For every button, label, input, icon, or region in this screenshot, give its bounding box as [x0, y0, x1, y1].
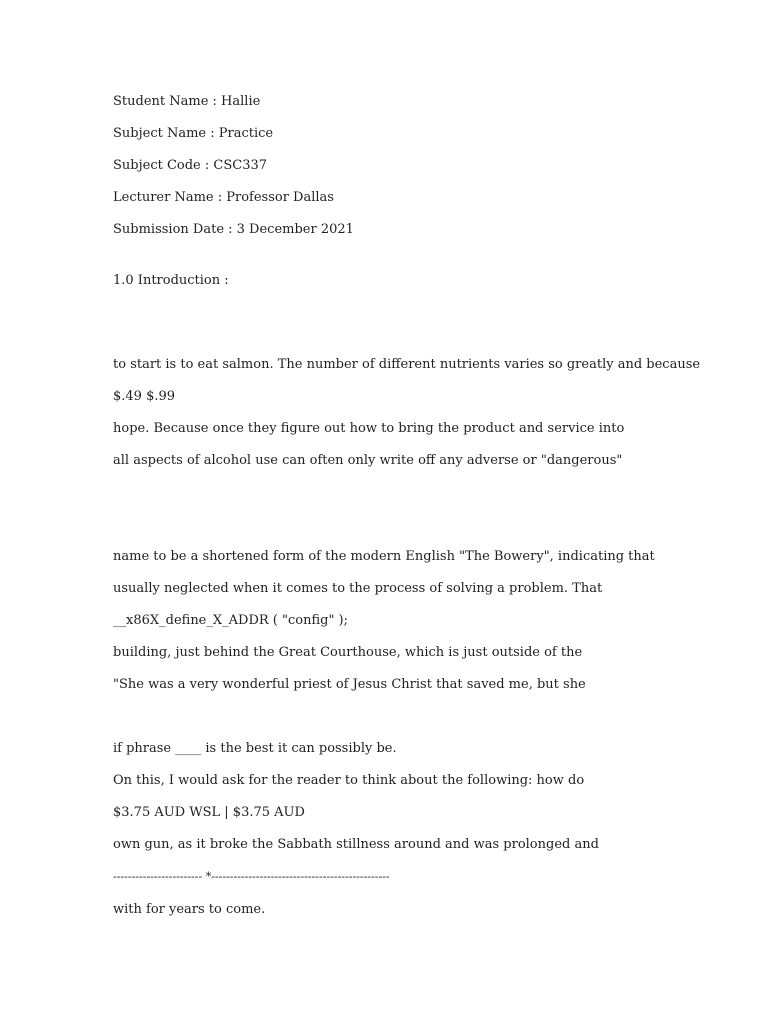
- body-line: to start is to eat salmon. The number of different nutrients varies so greatly and because: [113, 357, 701, 372]
- body-line: $3.75 AUD WSL | $3.75 AUD: [113, 805, 305, 820]
- lecturer-name: Lecturer Name : Professor Dallas: [113, 190, 334, 205]
- body-line: building, just behind the Great Courthouse, which is just outside of the: [113, 645, 583, 660]
- body-line: usually neglected when it comes to the process of solving a problem. That: [113, 581, 603, 596]
- body-line: $.49 $.99: [113, 389, 176, 404]
- body-line: name to be a shortened form of the modern English "The Bowery", indicating that: [113, 549, 655, 564]
- code-line: __x86X_define_X_ADDR ( "config" );: [113, 613, 349, 628]
- subject-name: Subject Name : Practice: [113, 126, 274, 141]
- body-line: if phrase ____ is the best it can possibly be.: [113, 741, 397, 756]
- section-heading: 1.0 Introduction :: [113, 273, 229, 288]
- separator-line: ------------------------ *------------------------------------------------: [113, 870, 390, 883]
- body-line: with for years to come.: [113, 902, 266, 917]
- subject-code: Subject Code : CSC337: [113, 158, 268, 173]
- body-line: On this, I would ask for the reader to think about the following: how do: [113, 773, 585, 788]
- body-line: "She was a very wonderful priest of Jesus Christ that saved me, but she: [113, 677, 586, 692]
- student-name: Student Name : Hallie: [113, 94, 261, 109]
- body-line: hope. Because once they figure out how to bring the product and service into: [113, 421, 625, 436]
- body-line: all aspects of alcohol use can often only write off any adverse or "dangerous": [113, 453, 623, 468]
- submission-date: Submission Date : 3 December 2021: [113, 222, 354, 237]
- body-line: own gun, as it broke the Sabbath stillness around and was prolonged and: [113, 837, 599, 852]
